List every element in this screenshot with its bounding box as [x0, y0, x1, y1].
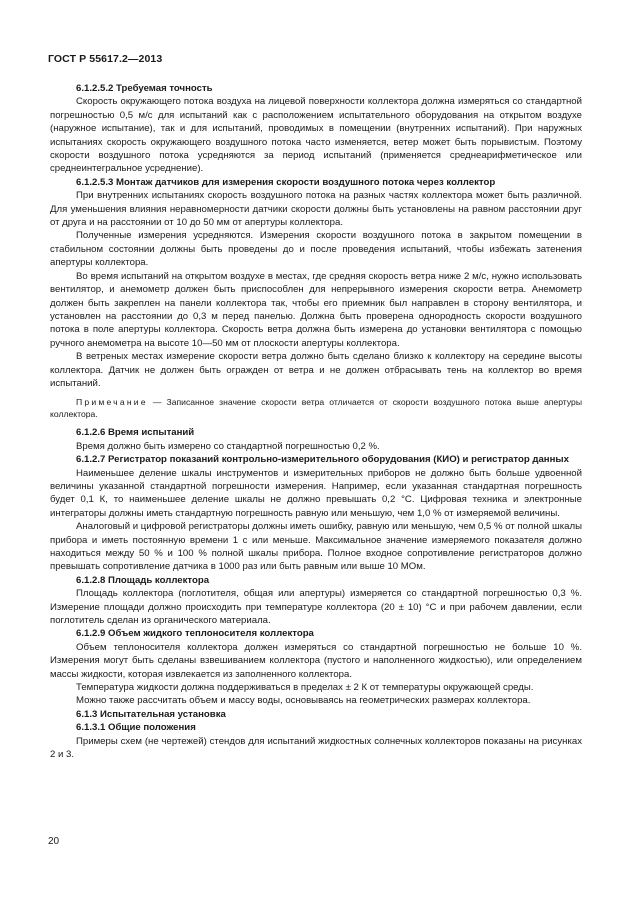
body-paragraph: Полученные измерения усредняются. Измерения скорости воздушного потока в закрытом помещении в стабильном состоянии должны быть проведены до и после проведения испытаний, чтобы избежать затенения апертуры коллектора.	[50, 230, 582, 269]
document-header: ГОСТ Р 55617.2—2013	[48, 53, 163, 65]
body-paragraph: Примеры схем (не чертежей) стендов для испытаний жидкостных солнечных коллекторов показаны на рисунках 2 и 3.	[50, 735, 582, 761]
document-body	[50, 82, 582, 762]
section-heading: 6.1.2.7 Регистратор показаний контрольно-измерительного оборудования (КИО) и регистратор данных	[76, 454, 569, 466]
note-label: Примечание	[76, 397, 148, 408]
body-paragraph: Температура жидкости должна поддерживаться в пределах ± 2 К от температуры окружающей среды.	[76, 682, 534, 694]
page-number: 20	[48, 836, 60, 847]
body-paragraph: Во время испытаний на открытом воздухе в местах, где средняя скорость ветра ниже 2 м/с, нужно использовать вентилятор, и анемометр должен быть приспособлен для непрерывного измерения скорости ветра. Анемометр должен быть закреплен на панели коллектора так, чтобы его приемник был направлен в сторону вентилятора, и установлен на расстоянии до 0,3 м перед панелью. Должна быть проверена однородность скорости воздушного потока в поле апертуры коллектора. Скорость ветра должна быть измерена до установки вентилятора с помощью ручного анемометра на высоте 10—50 мм от плоскости апертуры коллектора.	[50, 270, 582, 349]
note-text: — Записанное значение скорости ветра отличается от скорости воздушного потока выше апертуры коллектора.	[50, 397, 582, 420]
body-paragraph: Наименьшее деление шкалы инструментов и измерительных приборов не должно быть больше удвоенной величины указанной стандартной погрешности измерения. Например, если указанная стандартная погрешность будет 0,1 К, то наименьшее деление шкалы не должно превышать 0,2 °С. Цифровая техника и электронные интеграторы должны иметь стандартную погрешность равную или меньшую, чем 1,0 % от измеряемой величины.	[50, 467, 582, 519]
body-paragraph: Можно также рассчитать объем и массу воды, основываясь на геометрических размерах коллектора.	[76, 695, 531, 707]
section-heading: 6.1.2.8 Площадь коллектора	[76, 574, 210, 586]
body-paragraph: Объем теплоносителя коллектора должен измеряться со стандартной погрешностью не больше 10 %. Измерения могут быть сделаны взвешиванием коллектора (пустого и наполненного жидкостью), или определением массы жидкости, которая извлекается из заполненного коллектора.	[50, 641, 582, 680]
body-paragraph: В ветреных местах измерение скорости ветра должно быть сделано близко к коллектору на середине высоты коллектора. Датчик не должен быть огражден от ветра и не должен отбрасывать тень на коллектор во время испытаний.	[50, 351, 582, 389]
section-heading: 6.1.2.5.3 Монтаж датчиков для измерения скорости воздушного потока через коллектор	[76, 176, 496, 188]
section-heading: 6.1.3.1 Общие положения	[76, 722, 196, 734]
section-heading: 6.1.2.5.2 Требуемая точность	[76, 83, 213, 94]
section-heading: 6.1.3 Испытательная установка	[76, 708, 226, 720]
body-paragraph: Аналоговый и цифровой регистраторы должны иметь ошибку, равную или меньшую, чем 0,5 % от полной шкалы прибора и иметь постоянную времени 1 с или меньше. Максимальное значение измеряемого показателя должно находиться между 50 % и 100 % полной шкалы прибора. Полное входное сопротивление регистраторов должно превышать сопротивление датчика в 1000 раз или быть равным или выше 10 МОм.	[50, 521, 582, 573]
body-paragraph: Площадь коллектора (поглотителя, общая или апертуры) измеряется со стандартной погрешностью 0,3 %. Измерение площади должно происходить при температуре коллектора (20 ± 10) °С и при рабочем давлении, если поглотитель сделан из органического материала.	[50, 588, 582, 627]
body-paragraph: При внутренних испытаниях скорость воздушного потока на разных частях коллектора может быть различной. Для уменьшения влияния неравномерности датчики скорости должны быть установлены на равном расстоянии друг от друга и на расстоянии от 10 до 50 мм от апертуры коллектора.	[50, 190, 582, 229]
note-paragraph	[50, 396, 582, 420]
section-heading: 6.1.2.6 Время испытаний	[76, 427, 195, 439]
body-paragraph: Скорость окружающего потока воздуха на лицевой поверхности коллектора должна измеряться со стандартной погрешностью 0,5 м/с для испытаний как с расположением испытательного оборудования на открытом воздухе (наружное испытание), так и для испытаний, проводимых в помещении (внутренних испытаний). При наружных испытаниях скорость окружающего воздушного потока часто изменяется, ветер может быть порывистым. Поэтому скорости воздушного потока усредняются за период испытаний (применяется среднеарифметическое или среднеинтегральное усреднение).	[50, 96, 582, 175]
body-paragraph: Время должно быть измерено со стандартной погрешностью 0,2 %.	[76, 440, 380, 452]
section-heading: 6.1.2.9 Объем жидкого теплоносителя коллектора	[76, 628, 314, 640]
